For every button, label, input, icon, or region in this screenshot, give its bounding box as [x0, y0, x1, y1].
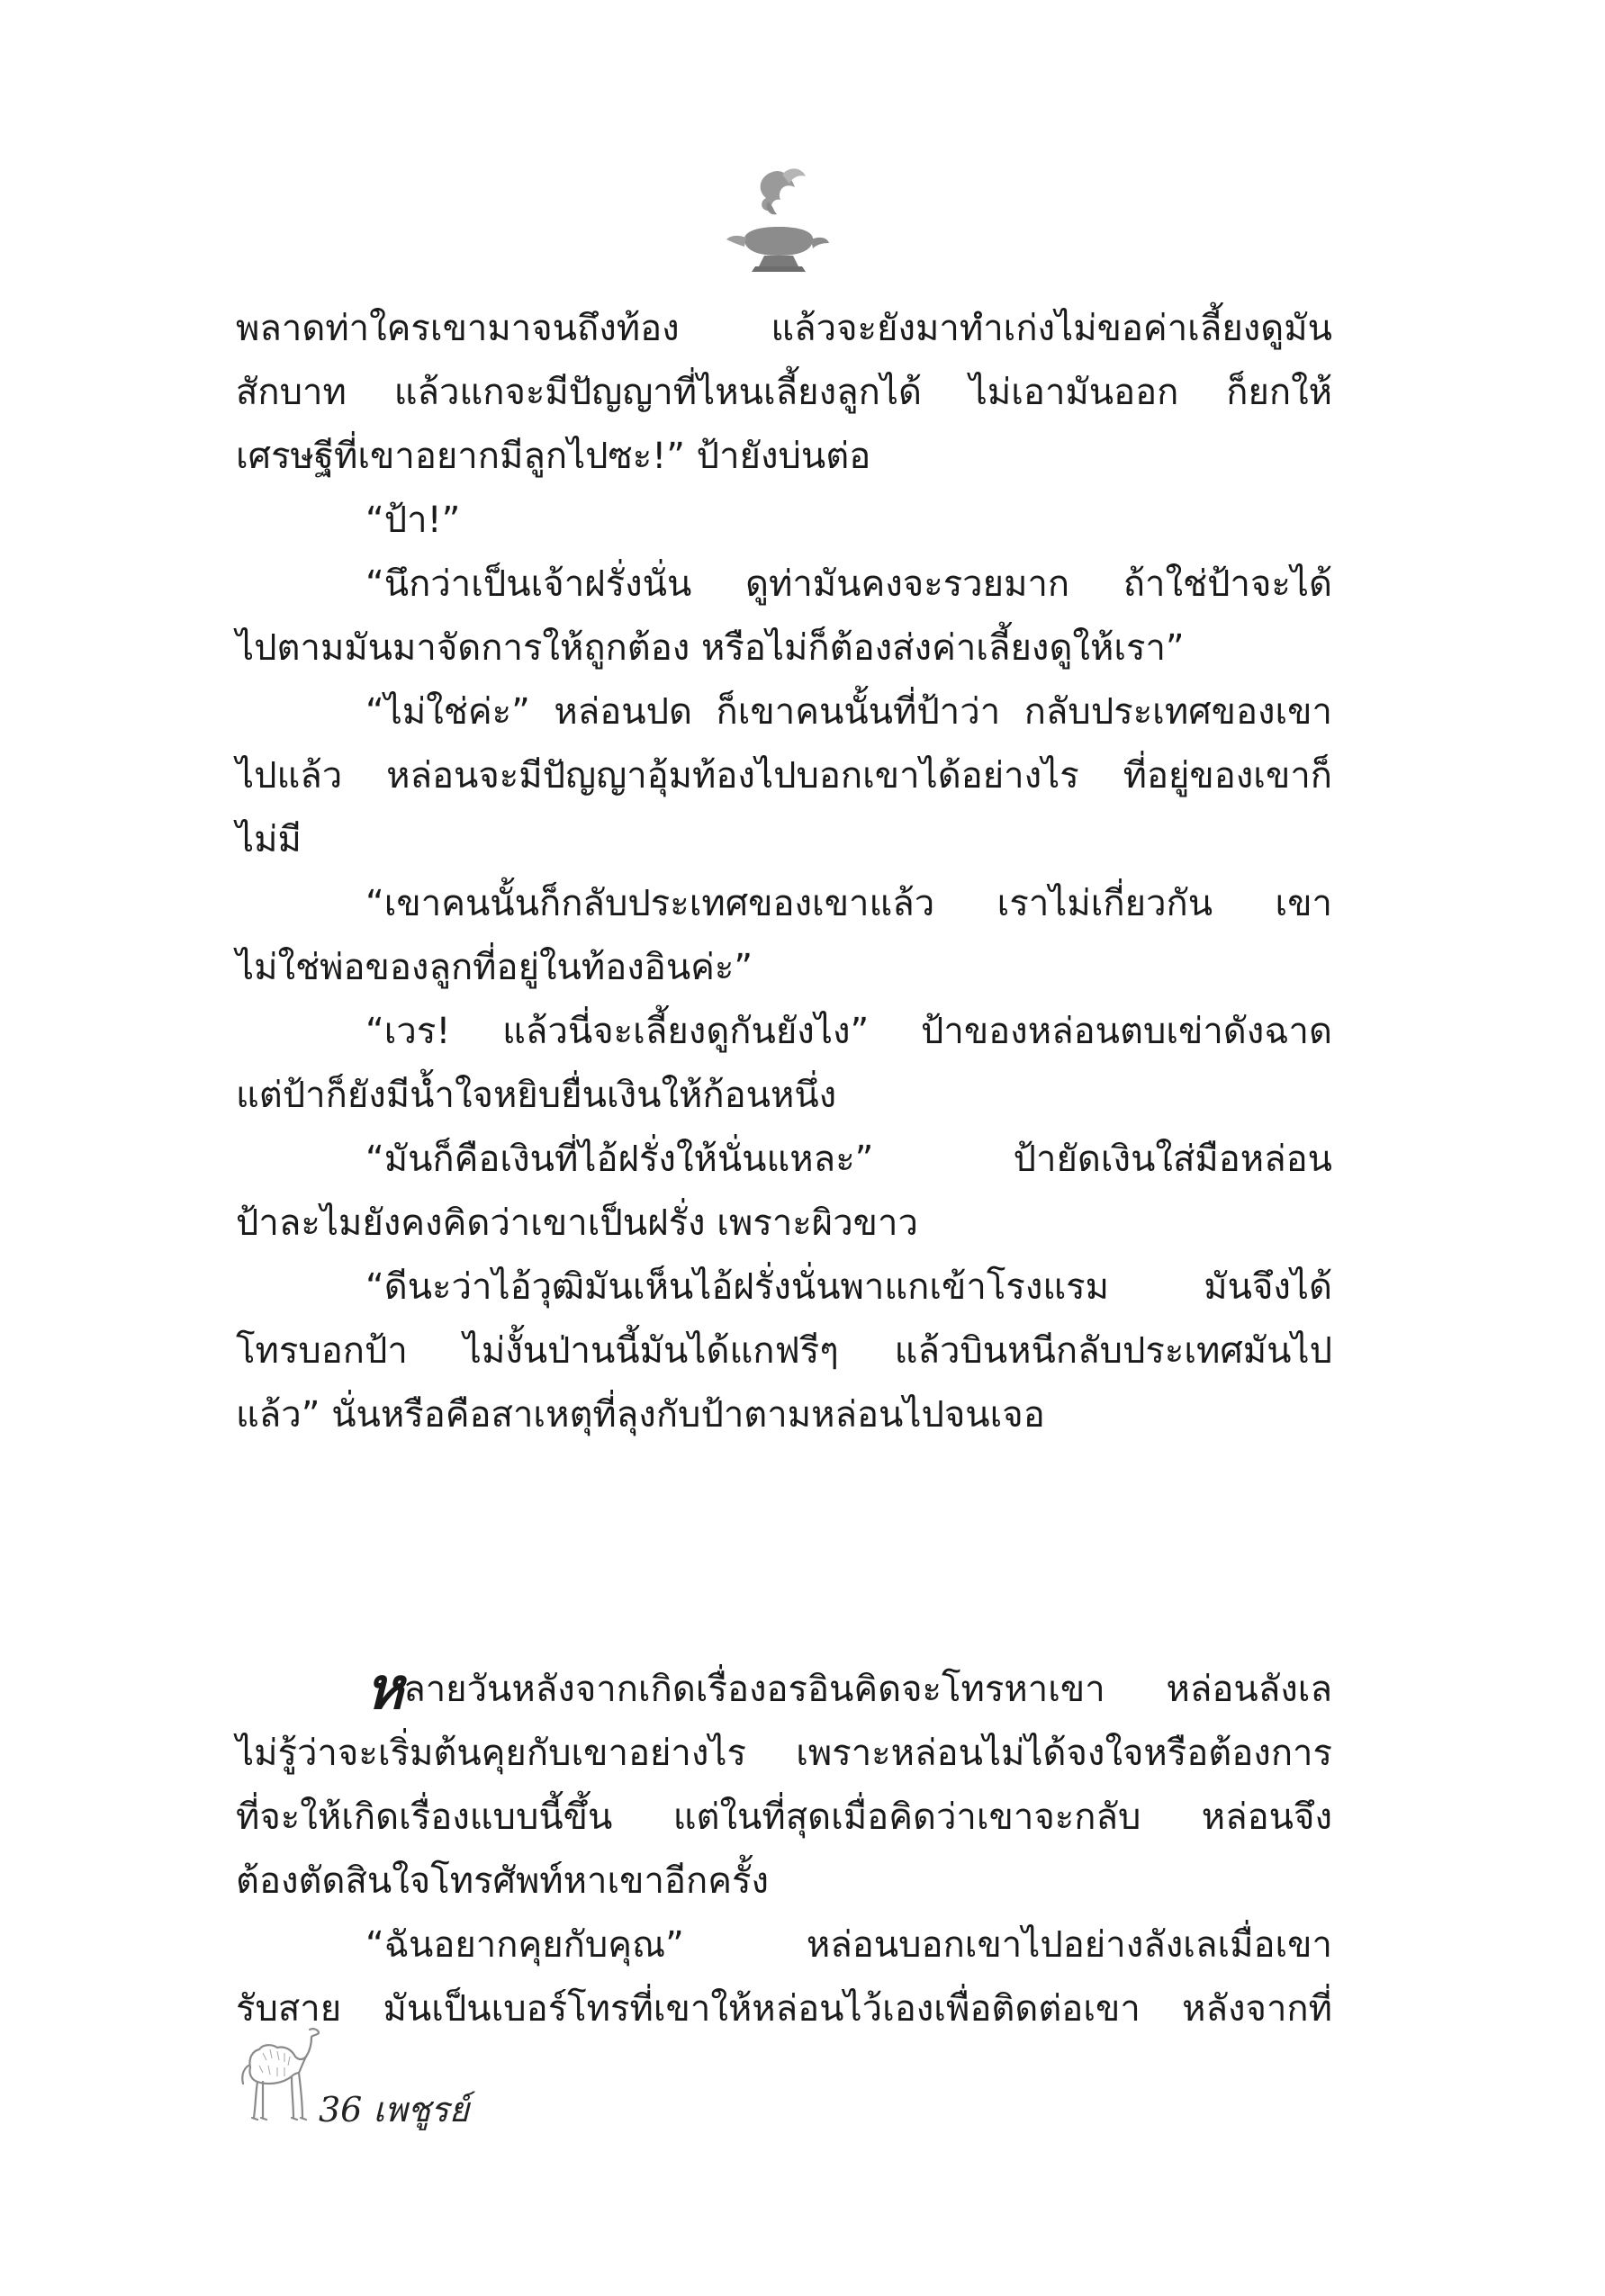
- camel-icon: [236, 2021, 326, 2124]
- body-text: [236, 297, 1332, 2041]
- text-line: “เวร! แล้วนี่จะเลี้ยงดูกันยังไง” ป้าของหล่อนตบเข่าดังฉาด: [365, 1011, 1332, 1052]
- text-line: ที่จะให้เกิดเรื่องแบบนี้ขึ้น แต่ในที่สุดเมื่อคิดว่าเขาจะกลับ หล่อนจึง: [236, 1796, 1332, 1838]
- section-break: [236, 1447, 1332, 1658]
- text-line: “ฉันอยากคุยกับคุณ” หล่อนบอกเขาไปอย่างลังเลเมื่อเขา: [365, 1924, 1332, 1966]
- text-line: “เขาคนนั้นก็กลับประเทศของเขาแล้ว เราไม่เกี่ยวกัน เขา: [365, 883, 1332, 924]
- text-line: “ดีนะว่าไอ้วุฒิมันเห็นไอ้ฝรั่งนั่นพาแกเข้าโรงแรม มันจึงได้: [365, 1266, 1332, 1308]
- text-line: รับสาย มันเป็นเบอร์โทรที่เขาให้หล่อนไว้เองเพื่อติดต่อเขา หลังจากที่: [236, 1988, 1332, 2030]
- text-line: แต่ป้าก็ยังมีน้ำใจหยิบยื่นเงินให้ก้อนหนึ่ง: [236, 1075, 837, 1116]
- page-footer: [236, 2021, 506, 2138]
- text-line: ต้องตัดสินใจโทรศัพท์หาเขาอีกครั้ง: [236, 1860, 769, 1902]
- text-line: ป้าละไมยังคงคิดว่าเขาเป็นฝรั่ง เพราะผิวขาว: [236, 1202, 918, 1244]
- text-line: “นึกว่าเป็นเจ้าฝรั่งนั่น ดูท่ามันคงจะรวยมาก ถ้าใช่ป้าจะได้: [365, 563, 1332, 605]
- text-line: ไม่มี: [236, 819, 302, 860]
- text-line: “มันก็คือเงินที่ไอ้ฝรั่งให้นั่นแหละ” ป้ายัดเงินใส่มือหล่อน: [365, 1139, 1332, 1180]
- book-title: เพชูรย์: [373, 2090, 469, 2129]
- text-line: ไม่รู้ว่าจะเริ่มต้นคุยกับเขาอย่างไร เพราะหล่อนไม่ได้จงใจหรือต้องการ: [236, 1733, 1332, 1774]
- text-line: พลาดท่าใครเขามาจนถึงท้อง แล้วจะยังมาทำเก่งไม่ขอค่าเลี้ยงดูมัน: [236, 308, 1332, 349]
- text-line: สักบาท แล้วแกจะมีปัญญาที่ไหนเลี้ยงลูกได้ ไม่เอามันออก ก็ยกให้: [236, 372, 1332, 413]
- text-line: เศรษฐีที่เขาอยากมีลูกไปซะ!” ป้ายังบ่นต่อ: [236, 436, 871, 477]
- page-number: 36: [319, 2090, 363, 2129]
- text-line: ไปตามมันมาจัดการให้ถูกต้อง หรือไม่ก็ต้องส่งค่าเลี้ยงดูให้เรา”: [236, 627, 1185, 669]
- text-line: “ไม่ใช่ค่ะ” หล่อนปด ก็เขาคนนั้นที่ป้าว่า กลับประเทศของเขา: [365, 691, 1332, 733]
- text-line: ไม่ใช่พ่อของลูกที่อยู่ในท้องอินค่ะ”: [236, 947, 753, 988]
- section-opening-line: [236, 1658, 1332, 1722]
- text-line: ไปแล้ว หล่อนจะมีปัญญาอุ้มท้องไปบอกเขาได้อย่างไร ที่อยู่ของเขาก็: [236, 755, 1332, 797]
- lamp-ornament-icon: [725, 162, 831, 275]
- text-line: ลายวันหลังจากเกิดเรื่องอรอินคิดจะโทรหาเขา หล่อนลังเล: [403, 1669, 1332, 1710]
- drop-cap: ห: [365, 1656, 404, 1723]
- text-line: “ป้า!”: [365, 500, 461, 541]
- page-folio: [319, 2082, 469, 2137]
- text-line: แล้ว” นั่นหรือคือสาเหตุที่ลุงกับป้าตามหล่อนไปจนเจอ: [236, 1394, 1045, 1436]
- text-line: โทรบอกป้า ไม่งั้นป่านนี้มันได้แกฟรีๆ แล้วบินหนีกลับประเทศมันไป: [236, 1330, 1332, 1372]
